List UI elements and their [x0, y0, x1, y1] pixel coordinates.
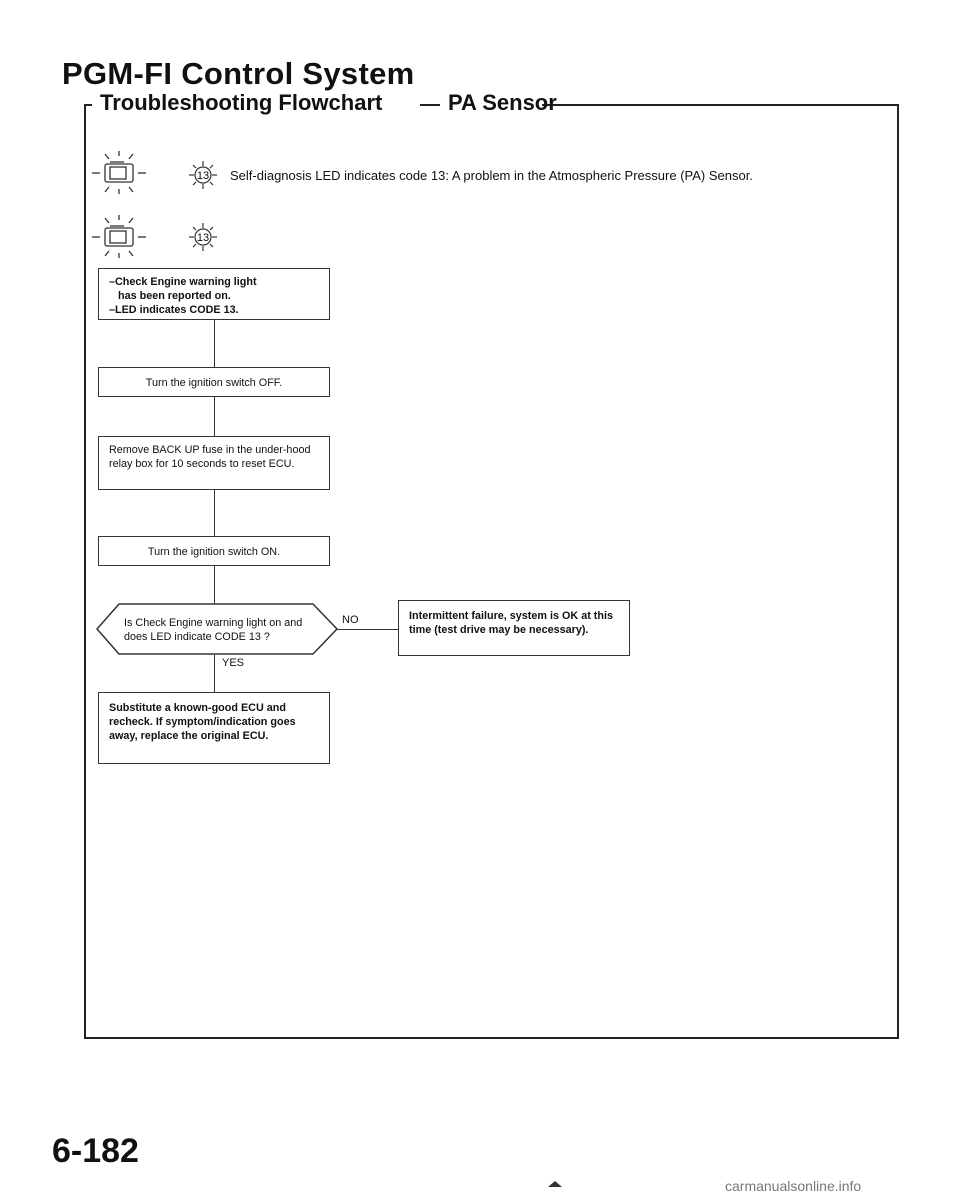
- flow-step-reset-ecu: [98, 436, 330, 490]
- step-text: Turn the ignition switch ON.: [147, 546, 281, 558]
- flow-step-ignition-on: [98, 536, 330, 566]
- flow-connector-no: [337, 629, 399, 630]
- frame-top-rule: [420, 104, 440, 106]
- step-text: Remove BACK UP fuse in the under-hood relay box for 10 seconds to reset ECU.: [109, 444, 311, 471]
- start-line: has been reported on.: [118, 290, 231, 303]
- section-subtitle: Troubleshooting Flowchart: [100, 90, 383, 115]
- flow-connector: [214, 566, 215, 604]
- page-title: PGM-FI Control System: [62, 56, 415, 91]
- result-text: Substitute a known-good ECU and recheck. If symptom/indication goes away, replace the original ECU.: [109, 702, 296, 743]
- result-text: Intermittent failure, system is OK at this time (test drive may be necessary).: [409, 610, 613, 637]
- flow-connector: [214, 490, 215, 537]
- flow-connector-yes: [214, 655, 215, 693]
- frame-top-rule: [84, 104, 92, 106]
- start-line: –Check Engine warning light: [109, 276, 257, 288]
- flow-result-replace-ecu: [98, 692, 330, 764]
- flow-step-ignition-off: [98, 367, 330, 397]
- led-code-label: 13: [196, 170, 210, 182]
- watermark: carmanualsonline.info: [725, 1178, 862, 1194]
- footer-mark-icon: [548, 1180, 562, 1188]
- section-subtitle-sensor: PA Sensor: [448, 90, 557, 115]
- frame-top-rule: [542, 104, 899, 106]
- intro-description: Self-diagnosis LED indicates code 13: A problem in the Atmospheric Pressure (PA) Sensor.: [230, 168, 753, 183]
- flow-connector: [214, 397, 215, 437]
- check-engine-blinking-icon: [88, 148, 150, 198]
- flow-connector: [214, 320, 215, 368]
- decision-text: Is Check Engine warning light on and does LED indicate CODE 13 ?: [124, 617, 303, 644]
- page-number: 6-182: [52, 1132, 139, 1170]
- flow-start-box: [98, 268, 330, 320]
- led-code-13-icon: [188, 160, 218, 190]
- check-engine-blinking-icon: [88, 212, 150, 262]
- led-code-13-icon: [188, 222, 218, 252]
- step-text: Turn the ignition switch OFF.: [145, 377, 283, 389]
- start-line: –LED indicates CODE 13.: [109, 304, 239, 317]
- led-code-label: 13: [196, 232, 210, 244]
- no-label: NO: [342, 614, 359, 626]
- yes-label: YES: [222, 657, 245, 669]
- flow-result-intermittent: [398, 600, 630, 656]
